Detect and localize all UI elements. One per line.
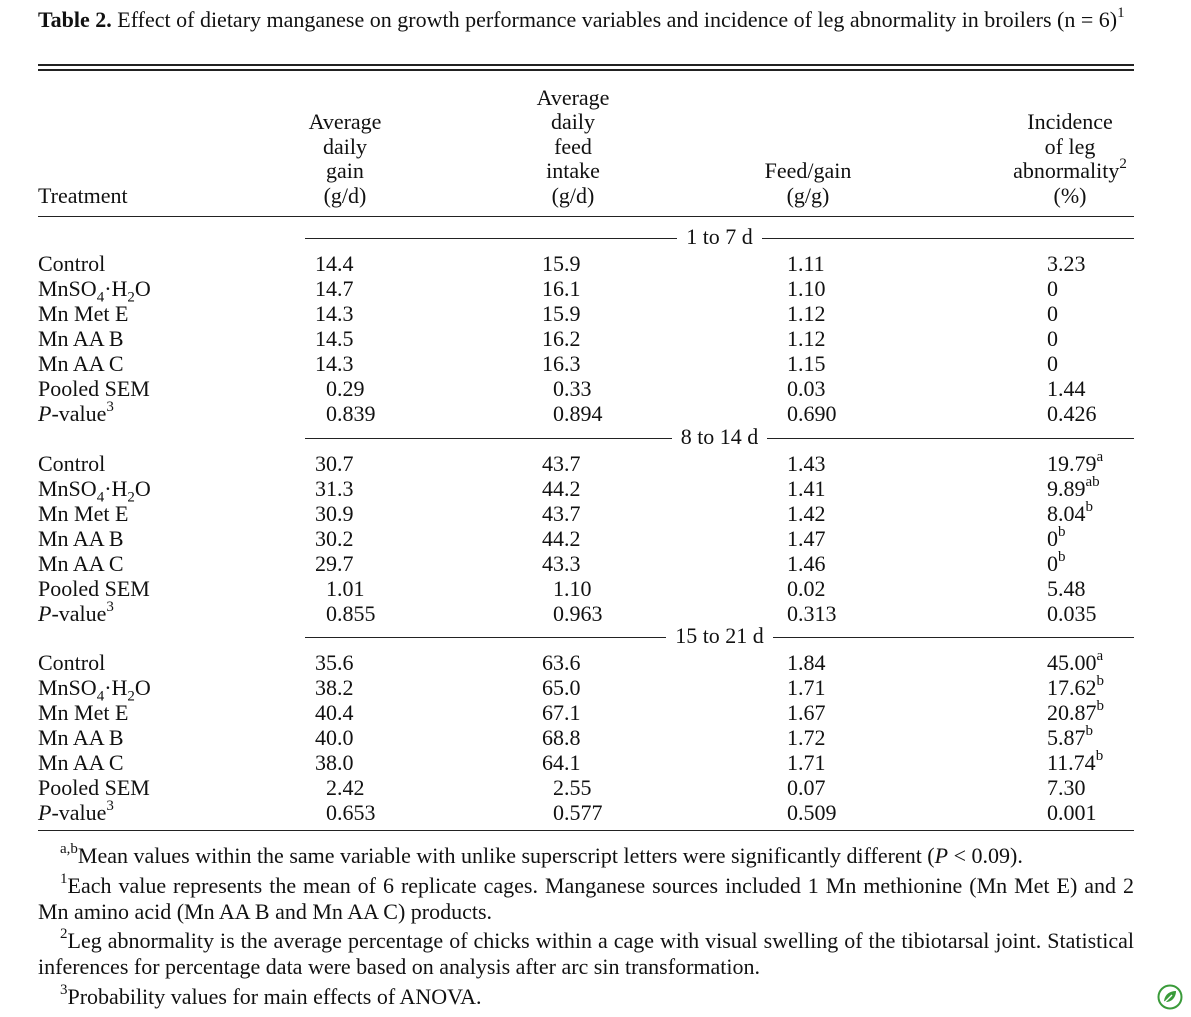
cell-fg: 0.07 [787, 775, 826, 800]
cell-fg: 1.10 [787, 276, 826, 301]
cell-t: P-value$^3$ [38, 598, 114, 626]
bottom-rule [38, 830, 1134, 831]
table-row [38, 301, 1134, 326]
cell-fg: 1.15 [787, 351, 826, 376]
cell-adfi: 44.2 [542, 526, 581, 551]
section-label: 1 to 7 d [677, 224, 762, 249]
significance-letter: b [1095, 747, 1104, 764]
cell-adg: 40.0 [315, 725, 354, 750]
cell-leg: 0$^b$ [1047, 548, 1066, 576]
col-header-line: gain [326, 158, 364, 183]
cell-adg: 14.4 [315, 251, 354, 276]
footnote-text: Each value represents the mean of 6 replicate cages. Manganese sources included 1 Mn methionine (Mn Met E) and 2 Mn amino acid (Mn AA B and Mn AA C) products. [38, 873, 1134, 924]
cell-adfi: 43.7 [542, 501, 581, 526]
cell-adg: 38.2 [315, 675, 354, 700]
cell-adg: 0.653 [326, 800, 376, 825]
col-header-line: Feed/gain [764, 158, 852, 183]
section-divider [305, 426, 1134, 450]
cell-adg: 0.855 [326, 601, 376, 626]
col-header-adfi [500, 84, 646, 208]
cell-t: Pooled SEM [38, 576, 150, 601]
p-italic: P [934, 843, 949, 868]
cell-adg: 38.0 [315, 750, 354, 775]
col-header-line: daily [323, 133, 367, 159]
cell-leg: 5.87$^b$ [1047, 722, 1093, 750]
cell-fg: 1.72 [787, 725, 826, 750]
section-label: 15 to 21 d [666, 623, 773, 648]
cell-t: Mn Met E [38, 501, 129, 526]
p-italic: P [38, 800, 52, 825]
cell-adg: 0.839 [326, 401, 376, 426]
cell-adg: 35.6 [315, 650, 354, 675]
table-title: Effect of dietary manganese on growth performance variables and incidence of leg abnormality in broilers (n = 6) [117, 7, 1118, 32]
col-header-line: abnormality$^2$ [1013, 155, 1127, 183]
cell-fg: 1.47 [787, 526, 826, 551]
table-row [38, 672, 1134, 705]
table-row [38, 747, 1134, 775]
cell-t: Mn AA C [38, 351, 124, 376]
cell-adg: 0.29 [326, 376, 365, 401]
cell-t: Control [38, 451, 106, 476]
cell-adfi: 64.1 [542, 750, 581, 775]
col-header-leg [990, 84, 1150, 208]
cell-adfi: 67.1 [542, 700, 581, 725]
table-label: Table 2. [38, 7, 112, 32]
cell-leg: 8.04$^b$ [1047, 498, 1093, 526]
cell-t: Mn AA B [38, 725, 124, 750]
section-label-wrap [305, 425, 1134, 449]
cell-leg: 0.035 [1047, 601, 1097, 626]
cell-t: $MnSO_4\cdot H_2O$ [38, 675, 151, 705]
table-row [38, 448, 1134, 476]
col-header-line: daily [551, 109, 595, 134]
cell-adg: 40.4 [315, 700, 354, 725]
cell-adg: 29.7 [315, 551, 354, 576]
cell-leg: 19.79$^a$ [1047, 448, 1104, 476]
footnote-text: Mean values within the same variable with unlike superscript letters were significantly different (P < 0.09). [77, 843, 1023, 868]
footnote-text: Leg abnormality is the average percentage of chicks within a cage with visual swelling of the tibiotarsal joint. Statistical inferences for percentage data were based on analysis after arc sin transformation. [38, 928, 1134, 979]
cell-t: $MnSO_4\cdot H_2O$ [38, 476, 151, 506]
cell-leg: 0 [1047, 276, 1058, 301]
significance-letter: a [1096, 448, 1104, 465]
section-label-wrap [305, 624, 1134, 648]
cell-t: Pooled SEM [38, 376, 150, 401]
cell-adfi: 0.894 [553, 401, 603, 426]
col-header-line: (g/d) [551, 182, 595, 208]
table-row [38, 797, 1134, 825]
cell-t: Mn AA B [38, 526, 124, 551]
significance-letter: b [1058, 523, 1066, 540]
cell-adfi: 0.963 [553, 601, 603, 626]
cell-adfi: 16.3 [542, 351, 581, 376]
col-header-adg [272, 84, 418, 208]
significance-letter: b [1058, 548, 1066, 565]
table-row [38, 598, 1134, 626]
cell-adg: 30.2 [315, 526, 354, 551]
significance-letter: b [1096, 697, 1104, 714]
col-header-line: Incidence [1027, 109, 1113, 134]
footnote-mark: 1 [60, 870, 68, 887]
cell-adfi: 43.3 [542, 551, 581, 576]
cell-fg: 0.02 [787, 576, 826, 601]
col-header-line: Average [308, 109, 382, 134]
table-row [38, 351, 1134, 376]
footnote-mark: 3 [60, 981, 68, 998]
cell-adfi: 16.2 [542, 326, 581, 351]
col-header-line: (%) [1053, 182, 1087, 208]
caption-footnote-mark: 1 [1117, 4, 1125, 21]
leaf-badge-icon[interactable] [1157, 984, 1183, 1010]
table-row [38, 473, 1134, 506]
cell-leg: 11.74$^b$ [1047, 747, 1104, 775]
subscript: 4 [96, 489, 105, 506]
cell-leg: 45.00$^a$ [1047, 647, 1104, 675]
cell-t: Control [38, 650, 106, 675]
cell-leg: 0$^b$ [1047, 523, 1066, 551]
cell-fg: 1.12 [787, 301, 826, 326]
cell-fg: 1.42 [787, 501, 826, 526]
significance-letter: b [1085, 722, 1093, 739]
cell-adfi: 1.10 [553, 576, 592, 601]
significance-letter: b [1096, 672, 1104, 689]
footnote-mark: a,b [60, 840, 78, 857]
subscript: 2 [127, 289, 135, 306]
footnote [38, 840, 1134, 869]
cell-adg: 14.7 [315, 276, 354, 301]
cell-leg: 1.44 [1047, 376, 1086, 401]
cell-adfi: 68.8 [542, 725, 581, 750]
footnote-mark: 3 [106, 598, 114, 615]
cell-adg: 31.3 [315, 476, 354, 501]
cell-adfi: 15.9 [542, 301, 581, 326]
cell-fg: 1.11 [787, 251, 825, 276]
significance-letter: ab [1085, 473, 1100, 490]
cell-adg: 1.01 [326, 576, 365, 601]
table-row [38, 697, 1134, 725]
cell-leg: 9.89$^{ab}$ [1047, 473, 1100, 501]
table-row [38, 251, 1134, 276]
footnote [38, 870, 1134, 925]
table-row [38, 326, 1134, 351]
cell-leg: 0.001 [1047, 800, 1097, 825]
table-row [38, 498, 1134, 526]
p-italic: P [38, 401, 52, 426]
footnote-mark: 3 [106, 398, 114, 415]
col-header-line: (g/g) [786, 182, 830, 208]
cell-adg: 30.9 [315, 501, 354, 526]
cell-t: Mn AA C [38, 551, 124, 576]
table-caption [38, 6, 1134, 33]
header-rule [38, 216, 1134, 217]
cell-adfi: 65.0 [542, 675, 581, 700]
footnote-mark: 2 [1119, 155, 1127, 172]
footnote [38, 925, 1134, 980]
cell-adfi: 43.7 [542, 451, 581, 476]
cell-t: Mn AA C [38, 750, 124, 775]
cell-adg: 14.5 [315, 326, 354, 351]
cell-adfi: 2.55 [553, 775, 592, 800]
subscript: 2 [127, 688, 135, 705]
cell-leg: 0 [1047, 351, 1058, 376]
section-divider [305, 226, 1134, 250]
table-row [38, 376, 1134, 401]
cell-t: Mn Met E [38, 301, 129, 326]
table-row [38, 647, 1134, 675]
table-row [38, 722, 1134, 750]
col-header-fg [735, 84, 881, 208]
cell-leg: 20.87$^b$ [1047, 697, 1104, 725]
cell-leg: 7.30 [1047, 775, 1086, 800]
table-row [38, 523, 1134, 551]
p-italic: P [38, 601, 52, 626]
cell-leg: 5.48 [1047, 576, 1086, 601]
cell-adfi: 16.1 [542, 276, 581, 301]
cell-adfi: 0.33 [553, 376, 592, 401]
section-label-wrap [305, 225, 1134, 249]
col-header-line: feed [554, 133, 592, 159]
cell-t: $MnSO_4\cdot H_2O$ [38, 276, 151, 306]
cell-adfi: 63.6 [542, 650, 581, 675]
footnote-mark: 2 [60, 925, 68, 942]
cell-adfi: 15.9 [542, 251, 581, 276]
subscript: 4 [96, 688, 105, 705]
col-header-line: of leg [1044, 133, 1096, 159]
cell-adg: 14.3 [315, 351, 354, 376]
cell-fg: 1.46 [787, 551, 826, 576]
cell-leg: 0 [1047, 326, 1058, 351]
cell-t: P-value$^3$ [38, 398, 114, 426]
cell-fg: 1.41 [787, 476, 826, 501]
cell-adg: 2.42 [326, 775, 365, 800]
cell-fg: 0.313 [787, 601, 837, 626]
col-header-line: intake [546, 158, 600, 183]
table-row [38, 548, 1134, 576]
col-header-line: Treatment [38, 182, 128, 208]
cell-t: Mn Met E [38, 700, 129, 725]
subscript: 2 [127, 489, 135, 506]
cell-fg: 1.71 [787, 750, 826, 775]
cell-fg: 1.12 [787, 326, 826, 351]
footnote [38, 981, 1134, 1010]
cell-leg: 3.23 [1047, 251, 1086, 276]
table-row [38, 276, 1134, 306]
subscript: 4 [96, 289, 105, 306]
cell-fg: 1.67 [787, 700, 826, 725]
table-row [38, 775, 1134, 800]
cell-fg: 0.690 [787, 401, 837, 426]
cell-t: Pooled SEM [38, 775, 150, 800]
top-rule-1 [38, 64, 1134, 66]
significance-letter: a [1096, 647, 1104, 664]
cell-t: P-value$^3$ [38, 797, 114, 825]
cell-fg: 0.03 [787, 376, 826, 401]
cell-fg: 0.509 [787, 800, 837, 825]
cell-adg: 30.7 [315, 451, 354, 476]
section-divider [305, 625, 1134, 649]
cell-t: Mn AA B [38, 326, 124, 351]
cell-fg: 1.43 [787, 451, 826, 476]
table-row [38, 398, 1134, 426]
cell-leg: 17.62$^b$ [1047, 672, 1104, 700]
cell-fg: 1.71 [787, 675, 826, 700]
cell-adfi: 44.2 [542, 476, 581, 501]
cell-adfi: 0.577 [553, 800, 603, 825]
col-header-line: (g/d) [323, 182, 367, 208]
footnote-text: Probability values for main effects of ANOVA. [67, 984, 482, 1009]
footnote-mark: 3 [106, 797, 114, 814]
cell-adg: 14.3 [315, 301, 354, 326]
cell-leg: 0 [1047, 301, 1058, 326]
col-header-line: Average [536, 84, 610, 110]
cell-t: Control [38, 251, 106, 276]
top-rule-2 [38, 69, 1134, 71]
table-row [38, 576, 1134, 601]
significance-letter: b [1085, 498, 1093, 515]
col-header-treatment [38, 84, 238, 208]
cell-fg: 1.84 [787, 650, 826, 675]
section-label: 8 to 14 d [672, 424, 768, 449]
cell-leg: 0.426 [1047, 401, 1097, 426]
